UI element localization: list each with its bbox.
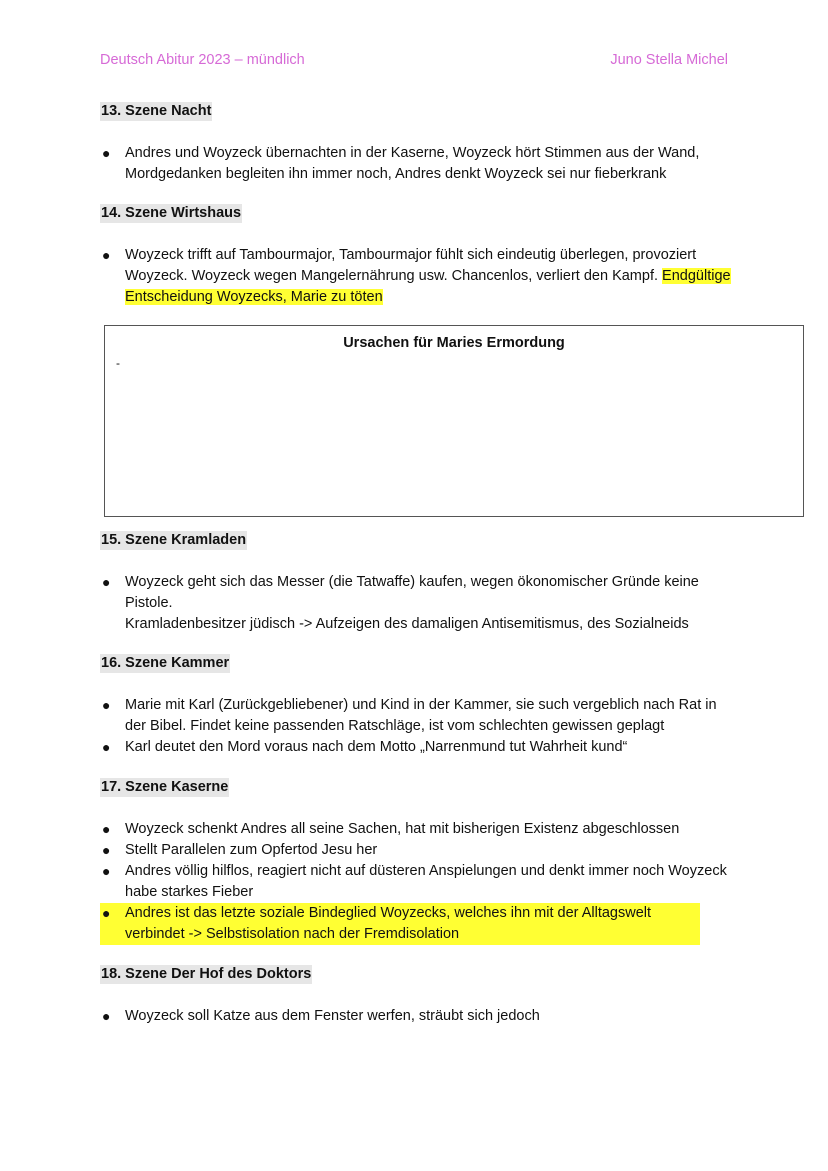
list-item: ● Woyzeck schenkt Andres all seine Sachen, hat mit bisherigen Existenz abgeschlossen: [100, 819, 740, 840]
list-item: ● Andres völlig hilflos, reagiert nicht auf düsteren Anspielungen und denkt immer noch Woyzeck habe starkes Fieber: [102, 863, 727, 900]
bullet-icon: ●: [102, 821, 111, 837]
bullet-icon: ●: [102, 842, 111, 858]
list-item: ● Andres und Woyzeck übernachten in der Kaserne, Woyzeck hört Stimmen aus der Wand, Mordgedanken begleiten ihn immer noch, Andres denkt Woyzeck sei nur fieberkrank: [102, 145, 700, 182]
ursachen-box: [104, 325, 804, 517]
list-scene-17: [100, 819, 740, 945]
bullet-icon: ●: [102, 697, 111, 713]
bullet-icon: ●: [102, 145, 111, 161]
list-scene-13: [100, 143, 740, 185]
highlighted-text: Endgültige Entscheidung Woyzecks, Marie zu töten: [125, 268, 731, 305]
list-item: ● Karl deutet den Mord voraus nach dem Motto „Narrenmund tut Wahrheit kund“: [100, 737, 740, 758]
list-scene-18: [100, 1006, 740, 1027]
heading-scene-16: 16. Szene Kammer: [101, 655, 230, 671]
list-item-highlighted: ● Andres ist das letzte soziale Bindeglied Woyzecks, welches ihn mit der Alltagswelt verbindet -> Selbstisolation nach der Fremdisolation: [100, 903, 700, 945]
bullet-icon: ●: [102, 905, 111, 921]
header-author: Juno Stella Michel: [610, 52, 728, 68]
box-dash: -: [116, 356, 120, 370]
header-subject: Deutsch Abitur 2023 – mündlich: [100, 52, 305, 68]
heading-scene-15: 15. Szene Kramladen: [101, 532, 247, 548]
list-scene-14: [100, 245, 740, 308]
list-item: ● Woyzeck geht sich das Messer (die Tatwaffe) kaufen, wegen ökonomischer Gründe keine Pistole. Kramladenbesitzer jüdisch -> Aufzeigen des damaligen Antisemitismus, des Sozialneids: [102, 574, 699, 632]
bullet-icon: ●: [102, 574, 111, 590]
heading-scene-14: 14. Szene Wirtshaus: [101, 205, 242, 221]
heading-scene-17: 17. Szene Kaserne: [101, 779, 229, 795]
bullet-icon: ●: [102, 247, 111, 263]
heading-scene-18: 18. Szene Der Hof des Doktors: [101, 966, 312, 982]
bullet-icon: ●: [102, 1008, 111, 1024]
list-item: ● Stellt Parallelen zum Opfertod Jesu her: [100, 840, 740, 861]
heading-scene-13: 13. Szene Nacht: [101, 103, 212, 119]
box-title: Ursachen für Maries Ermordung: [343, 335, 565, 351]
list-item: ● Marie mit Karl (Zurückgebliebener) und Kind in der Kammer, sie such vergeblich nach Rat in der Bibel. Findet keine passenden Ratschläge, ist vom schlechten gewissen geplagt: [102, 697, 717, 734]
list-scene-16: [100, 695, 740, 758]
list-item: ● Woyzeck trifft auf Tambourmajor, Tambourmajor fühlt sich eindeutig überlegen, provoziert Woyzeck. Woyzeck wegen Mangelernährung usw. Chancenlos, verliert den Kampf. Endgültige Entscheidung Woyzecks, Marie zu töten: [102, 247, 731, 305]
list-scene-15: [100, 572, 740, 635]
bullet-icon: ●: [102, 739, 111, 755]
bullet-icon: ●: [102, 863, 111, 879]
list-item: ● Woyzeck soll Katze aus dem Fenster werfen, sträubt sich jedoch: [100, 1006, 740, 1027]
